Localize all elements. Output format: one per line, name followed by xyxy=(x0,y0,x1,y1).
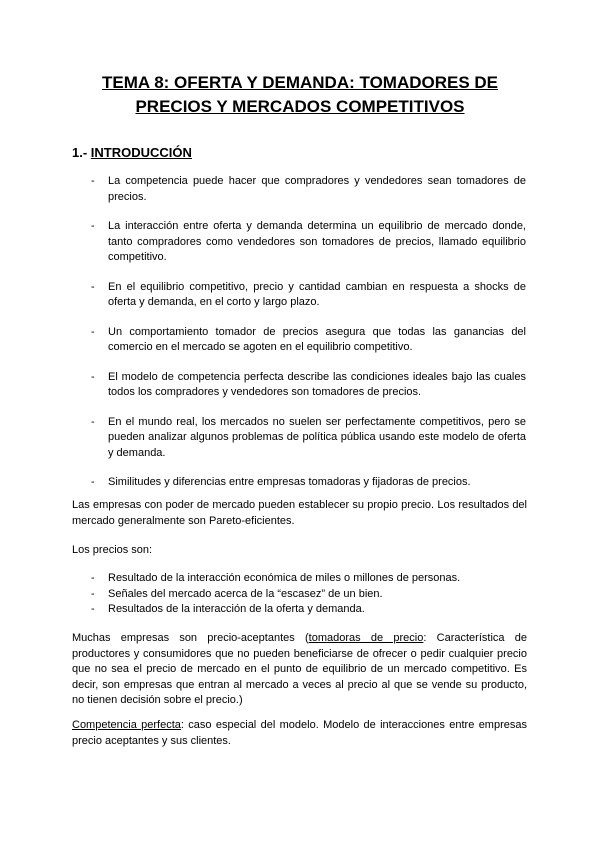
bullet-dash: - xyxy=(91,325,95,338)
bullet-text: El modelo de competencia perfecta describe las condiciones ideales bajo las cuales todos los compradores y vendedores son tomadores de precios. xyxy=(108,370,526,398)
list-item xyxy=(91,415,526,462)
list-item-text: Señales del mercado acerca de la “escasez” de un bien. xyxy=(108,587,383,600)
bullet-dash: - xyxy=(91,587,95,600)
bullet-dash: - xyxy=(91,370,95,383)
para3-start: Muchas empresas son precio-aceptantes ( xyxy=(72,632,309,644)
para4-rest: : caso especial del modelo. Modelo de interacciones entre empresas precio aceptantes y sus clientes. xyxy=(72,719,527,747)
list-item xyxy=(91,370,526,401)
bullet-text: Similitudes y diferencias entre empresas tomadoras y fijadoras de precios. xyxy=(108,476,471,488)
bullet-text: En el equilibrio competitivo, precio y cantidad cambian en respuesta a shocks de oferta y demanda, en el corto y largo plazo. xyxy=(108,280,526,308)
paragraph-price-takers xyxy=(72,631,527,709)
bullet-text: La interacción entre oferta y demanda determina un equilibrio de mercado donde, tanto compradores como vendedores son tomadores de precios, llamado equilibrio competitivo. xyxy=(108,220,526,263)
list-item xyxy=(91,219,526,266)
term-perfect-competition: Competencia perfecta xyxy=(72,719,181,731)
document-title xyxy=(60,71,540,119)
bullet-dash: - xyxy=(91,175,95,187)
title-line-2: PRECIOS Y MERCADOS COMPETITIVOS xyxy=(135,97,465,116)
para3-rest: : Característica de productores y consumidores que no pueden beneficiarse de ofrecer o pedir cualquier precio que no sea el precio de mercado en el punto de equilibrio de un mercado competitivo. Es decir, son empresas que entran al mercado a veces al precio al que se vende su producto, no tienen decisión sobre el precio.) xyxy=(72,632,527,706)
section-heading xyxy=(72,145,192,160)
list-item xyxy=(91,280,526,311)
term-price-taker: tomadoras de precio xyxy=(308,632,424,644)
list-item xyxy=(91,174,526,205)
paragraph-prices-intro: Los precios son: xyxy=(72,544,153,556)
bullet-dash: - xyxy=(91,572,95,584)
bullet-dash: - xyxy=(91,220,95,232)
bullet-dash: - xyxy=(91,280,95,293)
bullet-text: La competencia puede hacer que compradores y vendedores sean tomadores de precios. xyxy=(108,175,526,203)
bullet-dash: - xyxy=(91,603,95,615)
bullet-dash: - xyxy=(91,476,95,488)
list-item xyxy=(91,571,526,587)
list-item-text: Resultado de la interacción económica de miles o millones de personas. xyxy=(108,572,461,584)
list-item-text: Resultados de la interacción de la oferta y demanda. xyxy=(108,603,365,615)
intro-bullet-list xyxy=(91,174,526,505)
list-item xyxy=(91,602,526,618)
list-item xyxy=(91,587,526,603)
bullet-text: Un comportamiento tomador de precios asegura que todas las ganancias del comercio en el mercado se agoten en el equilibrio competitivo. xyxy=(108,325,526,353)
paragraph-perfect-competition xyxy=(72,718,527,749)
section-title: INTRODUCCIÓN xyxy=(90,145,192,160)
title-line-1: TEMA 8: OFERTA Y DEMANDA: TOMADORES DE xyxy=(101,73,499,92)
list-item xyxy=(91,325,526,356)
prices-list xyxy=(91,571,526,618)
bullet-dash: - xyxy=(91,415,95,428)
bullet-text: En el mundo real, los mercados no suelen ser perfectamente competitivos, pero se pueden analizar algunos problemas de política pública usando este modelo de oferta y demanda. xyxy=(108,415,526,459)
list-item xyxy=(91,475,526,491)
section-number: 1.- xyxy=(72,145,91,160)
paragraph-market-power: Las empresas con poder de mercado pueden establecer su propio precio. Los resultados del mercado generalmente son Pareto-eficientes. xyxy=(72,499,527,527)
